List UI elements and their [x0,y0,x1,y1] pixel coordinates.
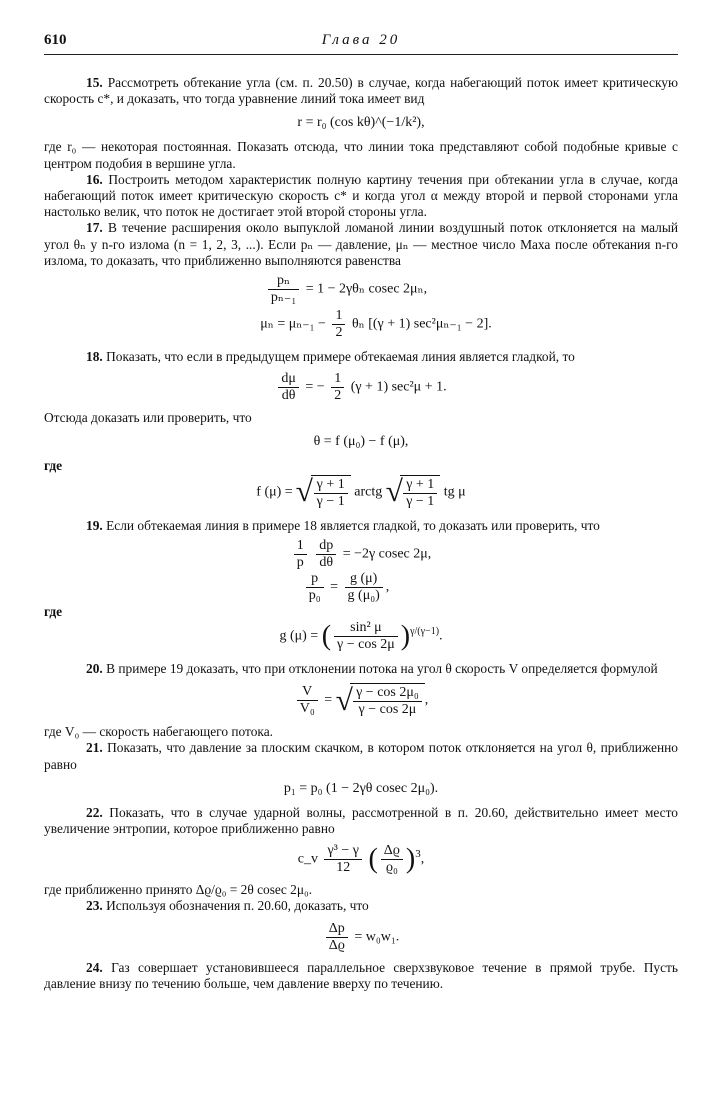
formula-17a: $\frac{\text{pₙ}}{\text{pₙ₋₁}}$ = 1 − 2γθₙ cosec 2μₙ, [14,273,678,306]
book-page [44,30,678,992]
problem-15: 15. Рассмотреть обтекание угла (см. п. 20.50) в случае, когда набегающий поток имеет критическую скорость c*, и доказать, что тогда уравнение линий тока имеет вид [44,75,678,107]
problem-17: 17. В течение расширения около выпуклой ломаной линии воздушный поток отклоняется на малый угол θₙ у n-го излома (n = 1, 2, 3, ...). Если pₙ — давление, μₙ — местное число Маха после обтекания n-го излома, то доказать, что приближенно выполняются равенства [44,220,678,268]
formula-18a: $\frac{d\mu}{d\theta}$ = − $\frac{1}{2}$ (γ + 1) sec²μ + 1. [44,371,678,404]
formula-18c: f (μ) = √ γ + 1 γ − 1 arctg √ γ + 1 γ − 1 tg μ [256,475,466,509]
chapter-title: Глава 20 [321,32,401,48]
formula-21: p₁ = p₀ (1 − 2γθ cosec 2μ₀). [283,780,439,796]
problem-16: 16. Построить методом характеристик полную картину течения при обтекании угла в случае, когда набегающий поток имеет критическую скорость c* и когда угол α между второй и первой сторонами угла настолько велик, что поток не достигает этой второй стороны угла. [44,171,678,220]
formula-18b: θ = f (μ₀) − f (μ), [313,434,409,450]
problem-24: 24. Газ совершает установившееся параллельное сверхзвуковое течение в прямой трубе. Пусть давление внизу по течению больше, чем давление вверху по течению. [44,959,678,991]
problem-18-line2: Отсюда доказать или проверить, что [44,410,252,426]
problem-19: 19. Если обтекаемая линия в примере 18 является гладкой, то доказать или проверить, что [86,517,600,533]
formula-17b: μₙ = μₙ₋₁ − $\frac{1}{2}$ θₙ [(γ + 1) sec²μₙ₋₁ − 2]. [260,308,492,341]
page-number: 610 [44,32,67,48]
problem-22: 22. Показать, что в случае ударной волны, рассмотренной в п. 20.60, действительно имеет место увеличение энтропии, которое приближенно равно [44,804,678,837]
problem-23: 23. Используя обозначения п. 20.60, доказать, что [86,898,369,914]
formula-19b: $\frac{p}{\text{p₀}}$ = $\frac{g (\mu)}{\text{g (μ₀)}}$ , [14,571,678,604]
problem-20: 20. В примере 19 доказать, что при отклонении потока на угол θ скорость V определяется формулой [86,661,658,677]
problem-15-after: где r₀ — некоторая постоянная. Показать отсюда, что линии тока представляют собой подобные кривые с центром подобия в вершине угла. [44,139,678,171]
formula-19a: $\frac{1}{p}$ $\frac{dp}{d\theta}$ = −2γ cosec 2μ, [44,538,678,571]
formula-19c: g (μ) = ( $\frac{\text{sin² μ}}{\gamma - \cos 2\mu}$ )$^{\gamma/(\gamma-1)}$. [279,620,443,653]
where-label-18: где [44,458,63,474]
problem-20-after: где V₀ — скорость набегающего потока. [44,724,274,740]
formula-20: $\frac{V}{\text{V₀}}$ = √ γ − cos 2μ₀ γ − cos 2μ , [44,683,678,718]
problem-21: 21. Показать, что давление за плоским скачком, в котором поток отклоняется на угол θ, приближенно равно [44,740,678,772]
where-label-19: где [44,603,63,619]
formula-22: c_v $\frac{\text{γ³ − γ}}{12}$ ( $\frac{\Delta ϱ}{\text{ϱ₀}}$ )$^3$, [297,843,425,876]
problem-18: 18. Показать, что если в предыдущем примере обтекаемая линия является гладкой, то [86,349,575,365]
formula-15: r = r₀ (cos kθ)^(−1/k²), [297,115,425,131]
running-header [44,30,678,55]
problem-22-after: где приближенно принято Δϱ/ϱ₀ = 2θ cosec 2μ₀. [44,882,313,898]
formula-23: $\frac{\Delta p}{\Delta ϱ}$ = w₀w₁. [44,921,678,954]
